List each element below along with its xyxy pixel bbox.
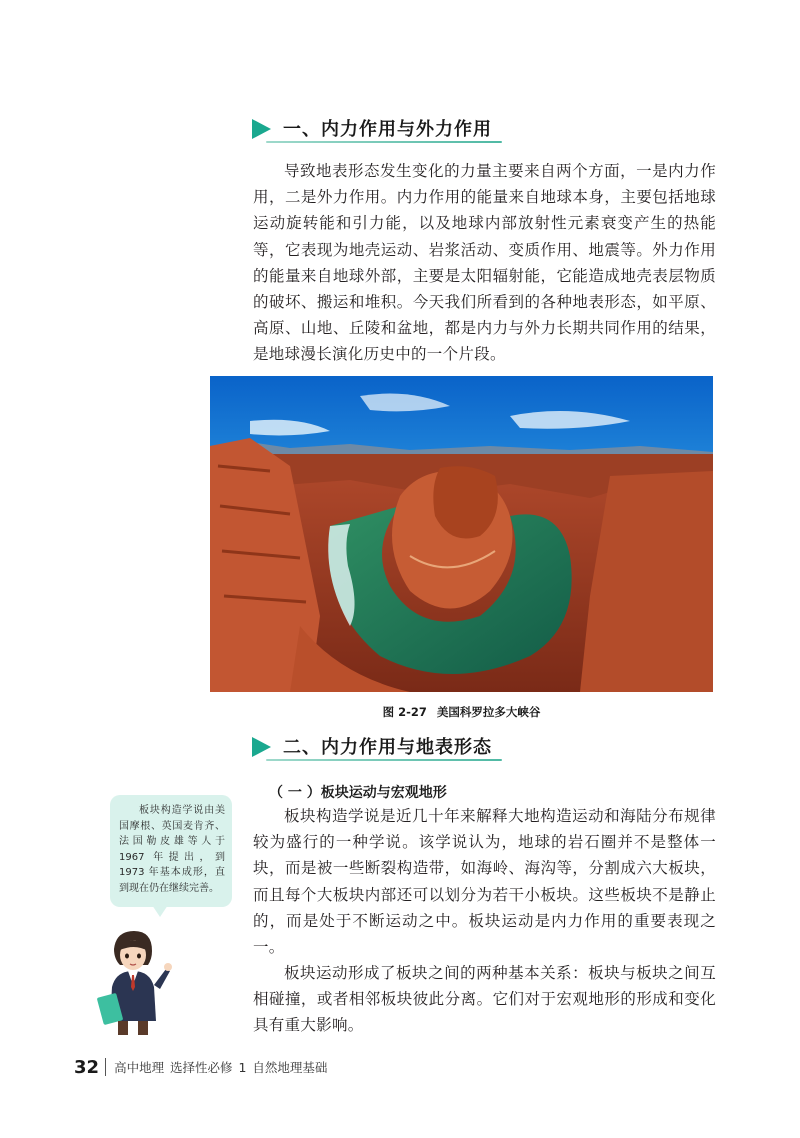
triangle-bullet-icon (252, 119, 271, 139)
section-heading-2 (252, 731, 492, 761)
subsection-heading: （ 一 ）板块运动与宏观地形 (269, 785, 447, 801)
section-heading-1 (252, 113, 492, 143)
heading-underline (266, 759, 502, 761)
section1-paragraph: 导致地表形态发生变化的力量主要来自两个方面，一是内力作用，二是外力作用。内力作用的能量来自地球本身，主要包括地球运动旋转能和引力能，以及地球内部放射性元素衰变产生的热能等，它表现为地壳运动、岩浆活动、变质作用、地震等。外力作用的能量来自地球外部，主要是太阳辐射能，它能造成地壳表层物质的破坏、搬运和堆积。今天我们所看到的各种地表形态，如平原、高原、山地、丘陵和盆地，都是内力与外力长期共同作用的结果，是地球漫长演化历史中的一个片段。 (253, 162, 716, 364)
page-number: 32 (74, 1056, 100, 1078)
student-character-illustration (86, 925, 186, 1037)
section-heading-text: 一、内力作用与外力作用 (283, 119, 492, 140)
sidenote-bubble-tail (152, 905, 168, 917)
triangle-bullet-icon (252, 737, 271, 757)
heading-underline (266, 141, 502, 143)
figure-number: 图 2-27 (382, 705, 427, 719)
section-heading-text: 二、内力作用与地表形态 (283, 737, 492, 758)
book-title: 高中地理 选择性必修 1 自然地理基础 (114, 1060, 328, 1075)
figure-caption (210, 704, 713, 720)
grand-canyon-photo (210, 376, 713, 692)
section2-paragraph-1: 板块构造学说是近几十年来解释大地构造运动和海陆分布规律较为盛行的一种学说。该学说认为，地球的岩石圈并不是整体一块，而是被一些断裂构造带，如海岭、海沟等，分割成六大板块，而且每个大板块内部还可以划分为若干小板块。这些板块不是静止的，而是处于不断运动之中。板块运动是内力作用的重要表现之一。 (253, 807, 716, 957)
figure-title: 美国科罗拉多大峡谷 (436, 705, 541, 719)
page-footer (74, 1054, 327, 1080)
section2-paragraph-2: 板块运动形成了板块之间的两种基本关系：板块与板块之间互相碰撞，或者相邻板块彼此分离。它们对于宏观地形的形成和变化具有重大影响。 (253, 964, 716, 1035)
sidenote-bubble: 板块构造学说由美国摩根、英国麦肯齐、法国勒皮雄等人于 1967 年提出，到 1973 年基本成形，直到现在仍在继续完善。 (110, 795, 232, 907)
footer-divider (105, 1058, 106, 1076)
